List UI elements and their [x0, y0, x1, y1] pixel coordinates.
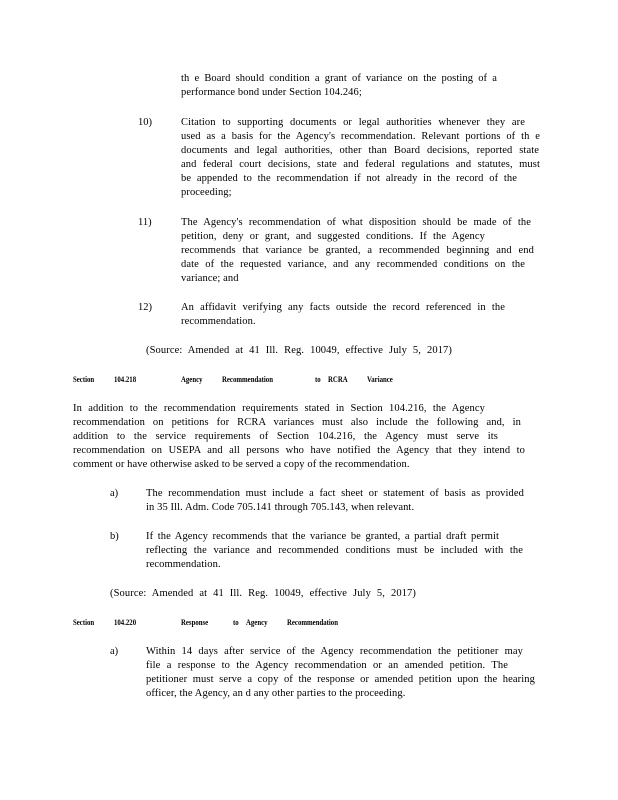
text-line: used as a basis for the Agency's recommendation. Relevant portions of th e — [181, 131, 540, 142]
text-line: recommendation. — [146, 559, 221, 570]
text-line: An affidavit verifying any facts outside the record referenced in the — [181, 302, 505, 313]
text-line: If the Agency recommends that the variance be granted, a partial draft permit — [146, 531, 499, 542]
section-title-word: Agency — [181, 375, 203, 384]
list-number: 11) — [138, 217, 152, 228]
section-number: 104.220 — [114, 618, 137, 627]
text-line: file a response to the Agency recommendation or an amended petition. The — [146, 660, 508, 671]
text-line: In addition to the recommendation requirements stated in Section 104.216, the Agency — [73, 403, 485, 414]
list-number: b) — [110, 531, 119, 542]
list-number: a) — [110, 646, 119, 657]
section-title-word: Agency — [246, 618, 268, 627]
text-line: The recommendation must include a fact sheet or statement of basis as provided — [146, 488, 524, 499]
text-line: th e Board should condition a grant of variance on the posting of a — [181, 73, 497, 84]
text-line: performance bond under Section 104.246; — [181, 87, 362, 98]
list-number: a) — [110, 488, 119, 499]
section-title-word: to — [233, 618, 239, 627]
section-heading — [73, 617, 94, 629]
list-number: 10) — [138, 117, 152, 128]
text-line: addition to the service requirements of Section 104.216, the Agency must serve its — [73, 431, 498, 442]
section-title-word: Variance — [367, 375, 393, 384]
text-line: comment or have otherwise asked to be served a copy of the recommendation. — [73, 459, 410, 470]
text-line: documents and legal authorities, other than Board decisions, reported state — [181, 145, 539, 156]
text-line: recommendation on USEPA and all persons who have notified the Agency that they intend to — [73, 445, 525, 456]
text-line: recommendation. — [181, 316, 256, 327]
text-line: Within 14 days after service of the Agency recommendation the petitioner may — [146, 646, 523, 657]
text-line: reflecting the variance and recommended conditions must be included with the — [146, 545, 523, 556]
text-line: petition, deny or grant, and suggested conditions. If the Agency — [181, 231, 485, 242]
text-line: proceeding; — [181, 187, 232, 198]
text-line: variance; and — [181, 273, 239, 284]
section-title-word: Recommendation — [287, 618, 338, 627]
section-number: 104.218 — [114, 375, 137, 384]
text-line: recommendation on petitions for RCRA variances must also include the following and, in — [73, 417, 521, 428]
text-line: officer, the Agency, an d any other parties to the proceeding. — [146, 688, 406, 699]
section-title-word: RCRA — [328, 375, 348, 384]
text-line: in 35 Ill. Adm. Code 705.141 through 705.143, when relevant. — [146, 502, 415, 513]
section-heading — [73, 374, 94, 386]
text-line: The Agency's recommendation of what disposition should be made of the — [181, 217, 531, 228]
section-title-word: to — [315, 375, 321, 384]
section-title-word: Recommendation — [222, 375, 273, 384]
section-label: Section — [73, 375, 95, 384]
text-line: date of the requested variance, and any recommended conditions on the — [181, 259, 525, 270]
text-line: Citation to supporting documents or legal authorities whenever they are — [181, 117, 525, 128]
text-line: and federal court decisions, state and federal regulations and statutes, must — [181, 159, 540, 170]
text-line: be appended to the recommendation if not already in the record of the — [181, 173, 517, 184]
section-label: Section — [73, 618, 95, 627]
list-number: 12) — [138, 302, 152, 313]
source-note: (Source: Amended at 41 Ill. Reg. 10049, effective July 5, 2017) — [110, 588, 416, 599]
source-note: (Source: Amended at 41 Ill. Reg. 10049, effective July 5, 2017) — [146, 345, 452, 356]
section-title-word: Response — [181, 618, 209, 627]
text-line: petitioner must serve a copy of the response or amended petition upon the hearing — [146, 674, 535, 685]
text-line: recommends that variance be granted, a recommended beginning and end — [181, 245, 534, 256]
